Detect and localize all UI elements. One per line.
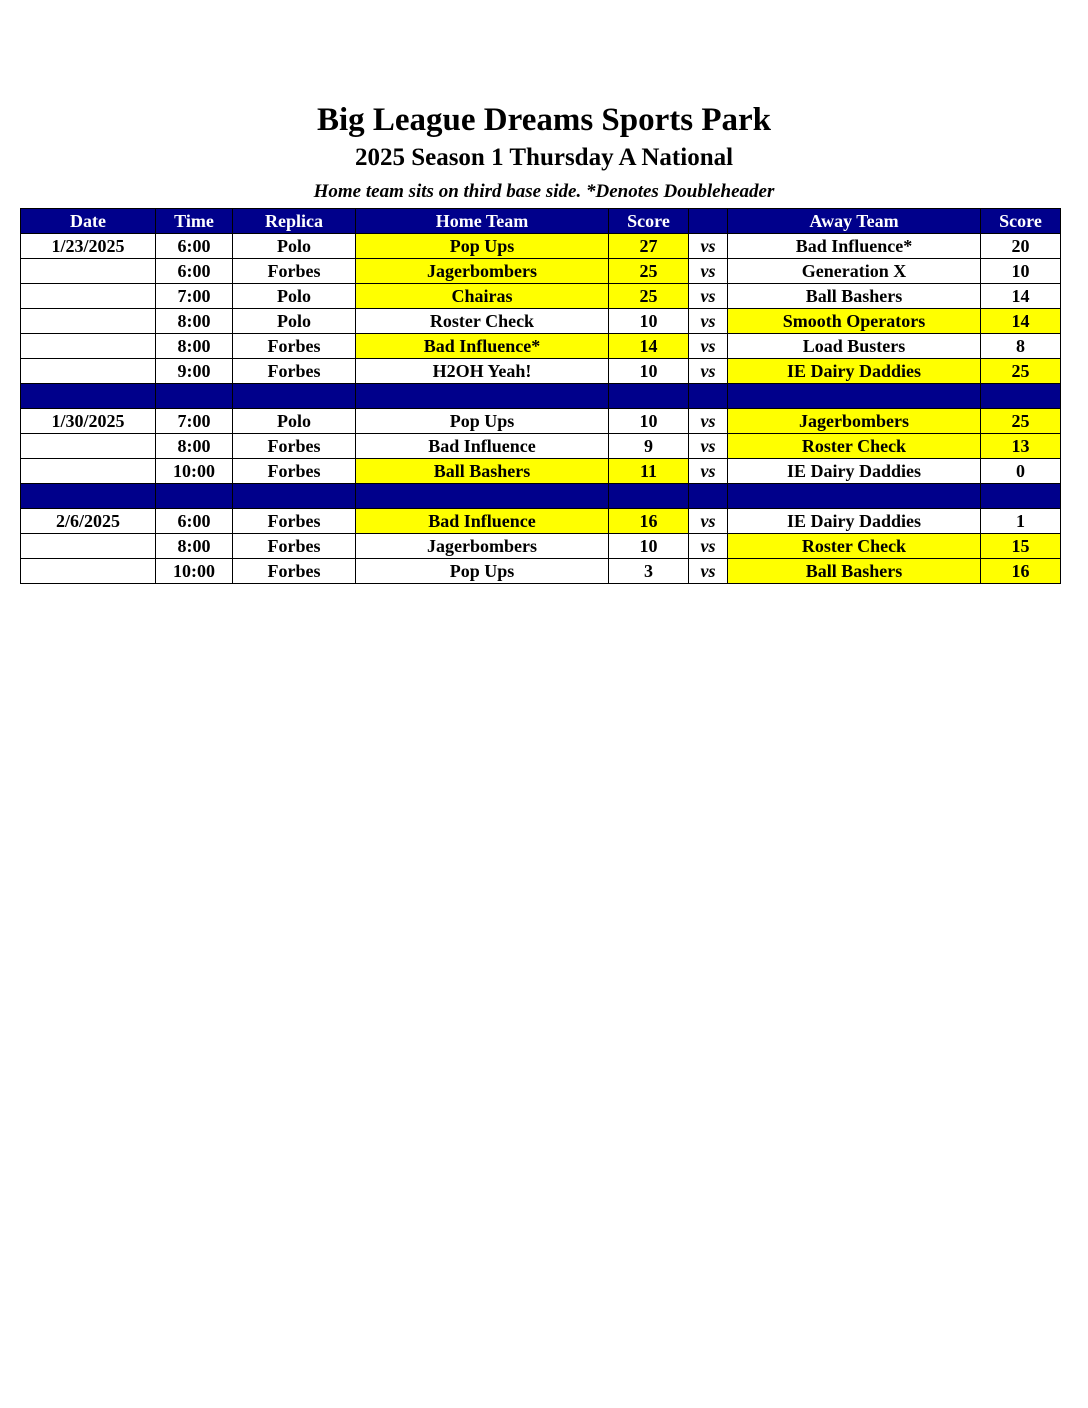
vs-cell: vs [689,259,728,284]
vs-cell: vs [689,284,728,309]
time-cell: 8:00 [156,334,233,359]
replica-cell: Polo [233,284,356,309]
column-header-date: Date [21,209,156,234]
separator-cell [356,384,609,409]
column-header-home-score: Score [609,209,689,234]
home-score-cell: 10 [609,309,689,334]
away-score-cell: 25 [981,359,1061,384]
away-score-cell: 10 [981,259,1061,284]
home-score-cell: 27 [609,234,689,259]
away-score-cell: 14 [981,309,1061,334]
date-cell [21,334,156,359]
away-team-cell: Jagerbombers [728,409,981,434]
home-team-cell: Bad Influence [356,509,609,534]
date-cell [21,284,156,309]
home-team-cell: Bad Influence* [356,334,609,359]
home-team-cell: Ball Bashers [356,459,609,484]
vs-cell: vs [689,559,728,584]
home-team-cell: H2OH Yeah! [356,359,609,384]
date-cell [21,309,156,334]
away-team-cell: IE Dairy Daddies [728,359,981,384]
table-row [21,234,1061,259]
home-score-cell: 10 [609,409,689,434]
away-team-cell: IE Dairy Daddies [728,509,981,534]
date-cell [21,559,156,584]
separator-cell [233,484,356,509]
column-header-replica: Replica [233,209,356,234]
home-team-cell: Roster Check [356,309,609,334]
away-team-cell: Roster Check [728,534,981,559]
schedule-table [20,208,1061,584]
replica-cell: Polo [233,409,356,434]
away-team-cell: Generation X [728,259,981,284]
table-row [21,284,1061,309]
column-header-time: Time [156,209,233,234]
vs-cell: vs [689,334,728,359]
home-team-cell: Jagerbombers [356,259,609,284]
table-header-row [21,209,1061,234]
date-cell [21,259,156,284]
separator-row [21,484,1061,509]
separator-cell [233,384,356,409]
time-cell: 9:00 [156,359,233,384]
replica-cell: Polo [233,309,356,334]
home-score-cell: 25 [609,259,689,284]
home-team-cell: Chairas [356,284,609,309]
separator-cell [981,484,1061,509]
page-subtitle: 2025 Season 1 Thursday A National [354,144,734,171]
vs-cell: vs [689,534,728,559]
table-row [21,459,1061,484]
separator-cell [689,384,728,409]
table-row [21,259,1061,284]
vs-cell: vs [689,309,728,334]
separator-cell [728,384,981,409]
home-team-cell: Pop Ups [356,234,609,259]
column-header-home-team: Home Team [356,209,609,234]
replica-cell: Forbes [233,334,356,359]
away-score-cell: 0 [981,459,1061,484]
schedule-body [21,234,1061,584]
date-cell [21,534,156,559]
replica-cell: Forbes [233,359,356,384]
vs-cell: vs [689,434,728,459]
replica-cell: Forbes [233,534,356,559]
away-team-cell: Smooth Operators [728,309,981,334]
home-score-cell: 3 [609,559,689,584]
separator-cell [21,384,156,409]
replica-cell: Polo [233,234,356,259]
replica-cell: Forbes [233,559,356,584]
home-team-cell: Pop Ups [356,559,609,584]
away-team-cell: IE Dairy Daddies [728,459,981,484]
vs-cell: vs [689,459,728,484]
table-row [21,309,1061,334]
column-header-away-team: Away Team [728,209,981,234]
home-score-cell: 10 [609,359,689,384]
separator-cell [728,484,981,509]
table-row [21,359,1061,384]
away-score-cell: 25 [981,409,1061,434]
separator-cell [356,484,609,509]
vs-cell: vs [689,359,728,384]
table-row [21,559,1061,584]
date-cell [21,359,156,384]
vs-cell: vs [689,409,728,434]
home-score-cell: 25 [609,284,689,309]
time-cell: 6:00 [156,509,233,534]
date-cell: 1/23/2025 [21,234,156,259]
vs-cell: vs [689,234,728,259]
home-score-cell: 16 [609,509,689,534]
table-row [21,509,1061,534]
home-team-cell: Pop Ups [356,409,609,434]
away-score-cell: 1 [981,509,1061,534]
replica-cell: Forbes [233,509,356,534]
replica-cell: Forbes [233,434,356,459]
replica-cell: Forbes [233,259,356,284]
home-score-cell: 14 [609,334,689,359]
away-score-cell: 20 [981,234,1061,259]
separator-cell [156,384,233,409]
away-team-cell: Load Busters [728,334,981,359]
date-cell: 1/30/2025 [21,409,156,434]
time-cell: 7:00 [156,409,233,434]
table-row [21,534,1061,559]
table-row [21,334,1061,359]
replica-cell: Forbes [233,459,356,484]
home-score-cell: 9 [609,434,689,459]
separator-cell [981,384,1061,409]
date-cell [21,434,156,459]
away-score-cell: 16 [981,559,1061,584]
away-team-cell: Ball Bashers [728,284,981,309]
away-score-cell: 15 [981,534,1061,559]
date-cell: 2/6/2025 [21,509,156,534]
home-team-cell: Jagerbombers [356,534,609,559]
away-score-cell: 8 [981,334,1061,359]
time-cell: 8:00 [156,309,233,334]
separator-cell [21,484,156,509]
home-score-cell: 10 [609,534,689,559]
away-team-cell: Bad Influence* [728,234,981,259]
time-cell: 8:00 [156,534,233,559]
away-score-cell: 14 [981,284,1061,309]
separator-cell [609,384,689,409]
home-team-cell: Bad Influence [356,434,609,459]
separator-cell [156,484,233,509]
away-team-cell: Ball Bashers [728,559,981,584]
home-score-cell: 11 [609,459,689,484]
separator-row [21,384,1061,409]
separator-cell [609,484,689,509]
away-team-cell: Roster Check [728,434,981,459]
time-cell: 10:00 [156,559,233,584]
time-cell: 7:00 [156,284,233,309]
schedule-note: Home team sits on third base side. *Denotes Doubleheader [313,181,775,202]
away-score-cell: 13 [981,434,1061,459]
vs-cell: vs [689,509,728,534]
table-row [21,409,1061,434]
time-cell: 6:00 [156,234,233,259]
time-cell: 8:00 [156,434,233,459]
separator-cell [689,484,728,509]
column-header-vs [689,209,728,234]
table-row [21,434,1061,459]
date-cell [21,459,156,484]
time-cell: 10:00 [156,459,233,484]
page-title: Big League Dreams Sports Park [316,102,772,138]
column-header-away-score: Score [981,209,1061,234]
time-cell: 6:00 [156,259,233,284]
